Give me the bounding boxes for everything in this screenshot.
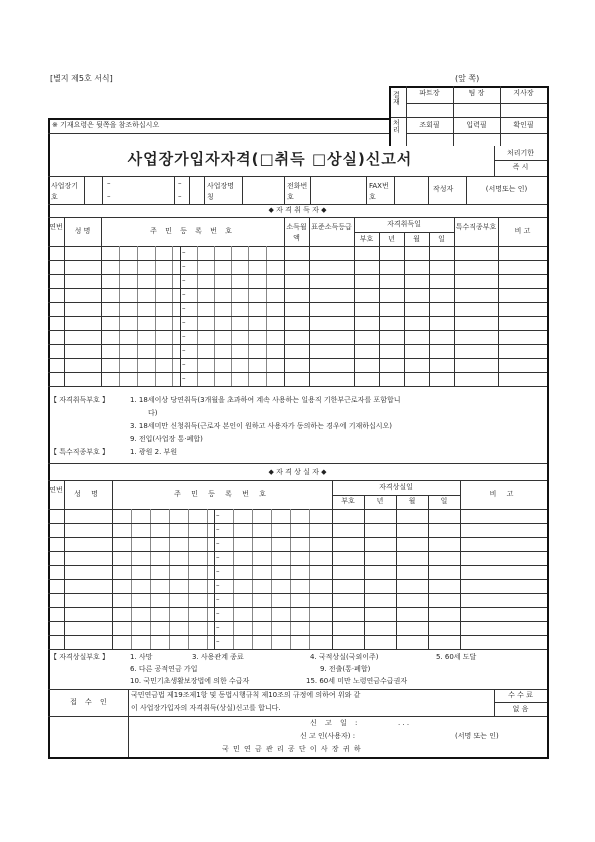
loss-date-header: 자격상실일: [379, 483, 413, 491]
loss-code-item: 10. 국민기초생활보장법에 의한 수급자: [130, 677, 250, 685]
approval-cell: 조회필: [419, 121, 440, 129]
acq-rrn-dash: –: [182, 276, 186, 284]
acq-rrn-dash: –: [182, 290, 186, 298]
form-title: 사업장가입자자격(□취득 □상실)신고서: [127, 150, 413, 168]
loss-code-item: 4. 국적상실(국외이주): [310, 653, 379, 661]
loss-rrn-dash: –: [216, 525, 220, 533]
acq-rrn-dash: –: [182, 318, 186, 326]
loss-rrn-dash: –: [216, 567, 220, 575]
process-label: 처리: [393, 119, 400, 134]
acq-remark-header: 비 고: [514, 227, 531, 235]
loss-name-header: 성 명: [74, 490, 102, 498]
loss-code-item: 3. 사용관계 종료: [192, 653, 244, 661]
loss-rrn-dash: –: [216, 553, 220, 561]
phone-label: 전화번호: [287, 182, 308, 201]
report-date-value[interactable]: . . .: [398, 719, 410, 727]
acq-rrn-dash: –: [182, 332, 186, 340]
acq-rrn-dash: –: [182, 374, 186, 382]
acquire-section-title: ◆ 자 격 취 득 자 ◆: [268, 206, 327, 214]
acq-rrn-dash: –: [182, 248, 186, 256]
loss-seq-header: 연번: [49, 486, 63, 494]
acquire-code-label: 【 자격취득부호 】: [50, 396, 110, 404]
approval-cell: 파트장: [419, 89, 440, 97]
acq-income-header: 소득월액: [286, 223, 307, 242]
acq-rrn-header: 주 민 등 록 번 호: [150, 227, 235, 235]
acq-date-header: 자격취득일: [387, 220, 421, 228]
loss-rrn-dash: –: [216, 595, 220, 603]
acquire-code-item: 9. 전입(사업장 통·폐합): [130, 435, 203, 443]
fee-value: 없 음: [512, 705, 529, 713]
acq-month-header: 월: [413, 235, 420, 243]
approval-label: 결재: [393, 91, 400, 106]
loss-month-header: 월: [408, 497, 416, 505]
acq-seq-header: 연번: [49, 223, 63, 231]
loss-rrn-dash: –: [216, 609, 220, 617]
business-no-dash: –: [178, 192, 182, 200]
acquire-code-item: 다): [148, 409, 158, 417]
acq-code-header: 부호: [359, 235, 374, 243]
law-text-2: 이 사업장가입자의 자격취득(상실)신고를 합니다.: [131, 704, 281, 712]
loss-code-header: 부호: [341, 497, 355, 505]
loss-rrn-dash: –: [216, 581, 220, 589]
approval-cell: 팀 장: [468, 89, 485, 97]
business-no-dash: –: [178, 179, 182, 187]
law-text: 국민연금법 제19조제1항 및 동법시행규칙 제10조의 규정에 의하여 위와 같: [131, 691, 361, 699]
instruction-note: ※ 기재요령은 뒷쪽을 참조하십시오: [52, 121, 160, 129]
acq-rrn-dash: –: [182, 262, 186, 270]
business-name-label: 사업장명칭: [207, 182, 235, 201]
front-side-label: (앞 쪽): [455, 74, 480, 83]
acq-name-header: 성 명: [74, 227, 91, 235]
acquire-code-item: 3. 18세미만 신청취득(근로자 본인이 원하고 사용자가 동의하는 경우에 기재하십시오): [130, 422, 392, 430]
reporter-sign[interactable]: (서명 또는 인): [455, 732, 499, 740]
loss-year-header: 년: [376, 497, 384, 505]
special-code-label: 【 특수직종부호 】: [50, 448, 110, 456]
approval-cell: 지사장: [513, 89, 534, 97]
approval-cell: 입력필: [466, 121, 487, 129]
recipient: 국 민 연 금 관 리 공 단 이 사 장 귀 하: [222, 745, 362, 753]
form-number: [별지 제5호 서식]: [50, 74, 113, 83]
writer-label: 작성자: [433, 185, 454, 193]
loss-day-header: 일: [440, 497, 448, 505]
loss-rrn-dash: –: [216, 511, 220, 519]
acq-rrn-dash: –: [182, 360, 186, 368]
loss-code-item: 1. 사망: [130, 653, 153, 661]
deadline-value: 즉 시: [512, 163, 529, 171]
deadline-label: 처리기한: [506, 149, 535, 157]
fee-label: 수 수 료: [508, 691, 533, 699]
loss-rrn-dash: –: [216, 539, 220, 547]
acq-day-header: 일: [438, 235, 445, 243]
reporter-label: 신 고 인(사용자) :: [300, 732, 356, 740]
loss-code-label: 【 자격상실부호 】: [50, 653, 110, 661]
acq-std-income-header: 표준소득등급: [311, 223, 352, 231]
loss-section-title: ◆ 자 격 상 실 자 ◆: [268, 468, 327, 476]
acq-rrn-dash: –: [182, 346, 186, 354]
acq-year-header: 년: [388, 235, 395, 243]
business-no-label: 사업장기호: [51, 182, 79, 201]
acquire-code-item: 1. 18세이상 당연취득(3개월을 초과하여 계속 사용하는 일용직 기한부근로자를 포함합니: [130, 396, 401, 404]
loss-rrn-dash: –: [216, 637, 220, 645]
report-date-label: 신 고 일 :: [310, 719, 361, 727]
business-no-dash: –: [107, 179, 111, 187]
loss-code-item: 5. 60세 도달: [436, 653, 477, 661]
acq-rrn-dash: –: [182, 304, 186, 312]
loss-remark-header: 비 고: [489, 490, 518, 498]
fax-label: FAX번호: [369, 182, 389, 201]
loss-rrn-dash: –: [216, 623, 220, 631]
writer-sign-field[interactable]: (서명또는 인): [485, 185, 528, 193]
loss-code-item: 15. 60세 미만 노령연금수급권자: [306, 677, 408, 685]
loss-code-item: 9. 전출(통·폐합): [320, 665, 371, 673]
loss-rrn-header: 주 민 등 록 번 호: [174, 490, 270, 498]
loss-code-item: 6. 다른 공적연금 가입: [130, 665, 198, 673]
business-no-dash: –: [107, 192, 111, 200]
approval-cell: 확인필: [513, 121, 534, 129]
receipt-stamp-label: 접 수 인: [70, 698, 110, 706]
special-code-items: 1. 광원 2. 부원: [130, 448, 178, 456]
acq-special-header: 특수직종부호: [455, 223, 497, 231]
